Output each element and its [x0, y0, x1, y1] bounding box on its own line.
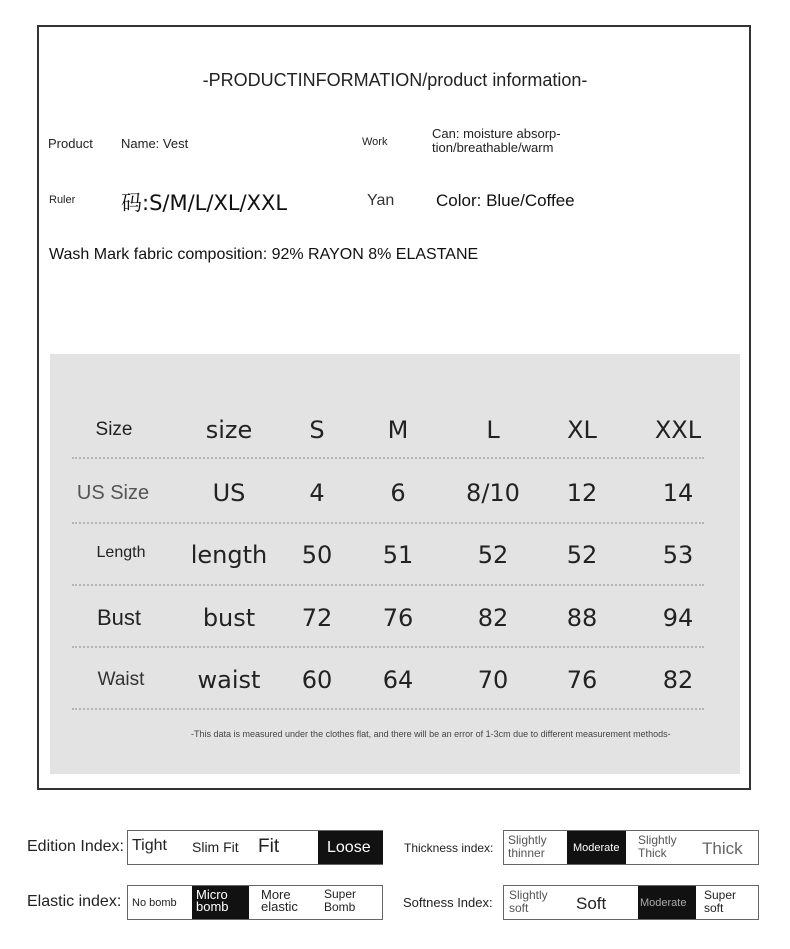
elastic-index-label: Elastic index:	[27, 893, 122, 910]
row-divider	[72, 646, 704, 648]
elastic-option-no-bomb: No bomb	[132, 897, 177, 909]
softness-option-super-soft: Super soft	[704, 888, 737, 915]
table-header-m: M	[387, 416, 409, 444]
edition-index-label: Edition Index:	[27, 838, 124, 855]
table-cell: 51	[382, 541, 414, 569]
measurement-note: -This data is measured under the clothes flat, and there will be an error of 1-3cm due to different measurement methods-	[191, 729, 671, 739]
softness-index-scale	[503, 885, 759, 920]
row-divider	[72, 708, 704, 710]
thickness-option-thick: Thick	[702, 839, 743, 858]
table-cell: length	[190, 541, 268, 569]
edition-option-fit: Fit	[258, 836, 280, 857]
table-header-xxl: XXL	[654, 416, 702, 444]
table-cell: 52	[566, 541, 598, 569]
table-cell: bust	[202, 604, 256, 632]
table-cell: 82	[662, 666, 694, 694]
table-cell: US	[212, 479, 246, 507]
softness-option-slightly-soft: Slightly soft	[509, 888, 548, 915]
work-value: Can: moisture absorp-tion/breathable/warm	[432, 126, 561, 155]
product-name-value: Name: Vest	[121, 136, 189, 151]
edition-option-loose: Loose	[318, 831, 383, 864]
table-header-xl: XL	[567, 416, 597, 444]
table-row-label-waist: Waist	[97, 669, 145, 690]
table-cell: 8/10	[466, 479, 520, 507]
elastic-option-micro-bomb: Micro bomb	[192, 886, 249, 919]
color-value: Color: Blue/Coffee	[436, 191, 575, 210]
table-cell: 70	[477, 666, 509, 694]
table-cell: 94	[662, 604, 694, 632]
table-header-size-lower: size	[205, 416, 253, 444]
yan-label: Yan	[367, 192, 395, 209]
size-options-value: 码:S/M/L/XL/XXL	[121, 191, 288, 215]
thickness-option-slightly-thick: Slightly Thick	[638, 833, 677, 860]
table-header-s: S	[309, 416, 325, 444]
edition-index-scale	[127, 830, 383, 865]
softness-option-moderate: Moderate	[638, 886, 696, 919]
table-cell: 6	[390, 479, 406, 507]
table-cell: 14	[662, 479, 694, 507]
table-cell: 72	[301, 604, 333, 632]
elastic-option-super-bomb: Super Bomb	[324, 887, 357, 914]
thickness-index-label: Thickness index:	[404, 841, 494, 855]
table-row-label-length: Length	[96, 544, 146, 561]
table-cell: 60	[301, 666, 333, 694]
elastic-option-more-elastic: More elastic	[261, 887, 298, 914]
product-label: Product	[48, 136, 93, 151]
table-cell: 53	[662, 541, 694, 569]
table-cell: 76	[566, 666, 598, 694]
table-cell: waist	[197, 666, 261, 694]
table-cell: 82	[477, 604, 509, 632]
ruler-label: Ruler	[49, 194, 76, 206]
edition-option-tight: Tight	[132, 837, 167, 854]
table-cell: 88	[566, 604, 598, 632]
table-cell: 50	[301, 541, 333, 569]
row-divider	[72, 522, 704, 524]
softness-index-label: Softness Index:	[403, 895, 493, 910]
thickness-option-slightly-thinner: Slightly thinner	[508, 833, 547, 860]
page-title: -PRODUCTINFORMATION/product information-	[202, 70, 588, 90]
table-cell: 12	[566, 479, 598, 507]
work-label: Work	[362, 136, 388, 148]
wash-mark-line: Wash Mark fabric composition: 92% RAYON 8% ELASTANE	[49, 246, 479, 263]
row-divider	[72, 584, 704, 586]
edition-option-slim-fit: Slim Fit	[192, 839, 239, 855]
row-divider	[72, 457, 704, 459]
thickness-index-scale	[503, 830, 759, 865]
table-header-size: Size	[95, 419, 133, 440]
table-cell: 4	[309, 479, 325, 507]
table-cell: 76	[382, 604, 414, 632]
elastic-index-scale	[127, 885, 383, 920]
softness-option-soft: Soft	[576, 894, 607, 913]
table-header-l: L	[486, 416, 500, 444]
thickness-option-moderate: Moderate	[567, 831, 626, 864]
table-cell: 52	[477, 541, 509, 569]
table-row-label-bust: Bust	[96, 605, 142, 630]
table-cell: 64	[382, 666, 414, 694]
table-row-label-us-size: US Size	[76, 482, 150, 504]
